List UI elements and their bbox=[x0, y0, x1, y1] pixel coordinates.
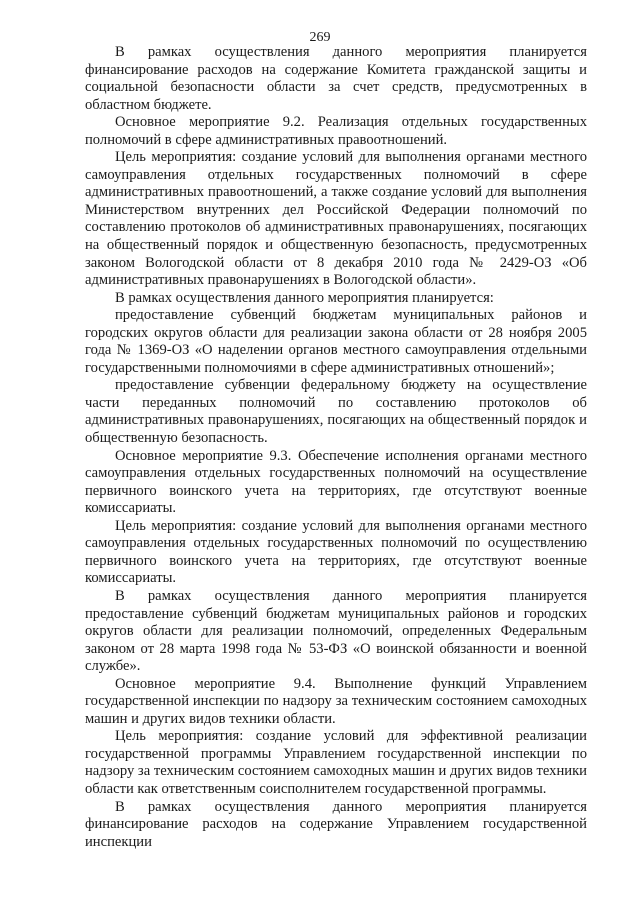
paragraph: Основное мероприятие 9.4. Выполнение функций Управлением государственной инспекции по надзору за техническим состоянием самоходных машин и других видов техники области. bbox=[85, 675, 587, 727]
body-text bbox=[85, 44, 587, 851]
paragraph: В рамках осуществления данного мероприятия планируется финансирование расходов на содержание Комитета гражданской защиты и социальной безопасности области за счет средств, предусмотренных в областном бюджете. bbox=[85, 44, 587, 113]
page-number: 269 bbox=[309, 30, 331, 45]
paragraph: предоставление субвенций бюджетам муниципальных районов и городских округов области для реализации закона области от 28 ноября 2005 года № 1369-ОЗ «О наделении органов местного самоуправления отдельными государственными полномочиями в сфере административных отношений»; bbox=[85, 307, 587, 376]
paragraph: предоставление субвенции федеральному бюджету на осуществление части переданных полномочий по составлению протоколов об административных правонарушениях, посягающих на общественный порядок и общественную безопасность. bbox=[85, 377, 587, 447]
paragraph: Цель мероприятия: создание условий для выполнения органами местного самоуправления отдельных государственных полномочий в сфере административных правоотношений, а также создание условий для выполнения Министерством внутренних дел Российской Федерации полномочий по составлению протоколов об административных правонарушениях, посягающих на общественный порядок и общественную безопасность, предусмотренных законом Вологодской области от 8 декабря 2010 года № 2429-ОЗ «Об административных правонарушениях в Вологодской области». bbox=[85, 149, 587, 289]
paragraph: В рамках осуществления данного мероприятия планируется предоставление субвенций бюджетам муниципальных районов и городских округов области для реализации полномочий, определенных Федеральным законом от 28 марта 1998 года № 53-ФЗ «О воинской обязанности и военной службе». bbox=[85, 587, 587, 675]
paragraph: Основное мероприятие 9.3. Обеспечение исполнения органами местного самоуправления отдельных государственных полномочий на осуществление первичного воинского учета на территориях, где отсутствуют военные комиссариаты. bbox=[85, 447, 587, 517]
paragraph: В рамках осуществления данного мероприятия планируется финансирование расходов на содержание Управлением государственной инспекции bbox=[85, 798, 587, 850]
paragraph: Цель мероприятия: создание условий для выполнения органами местного самоуправления отдельных государственных полномочий по осуществлению первичного воинского учета на территориях, где отсутствуют военные комиссариаты. bbox=[85, 517, 587, 587]
paragraph: Цель мероприятия: создание условий для эффективной реализации государственной программы Управлением государственной инспекции по надзору за техническим состоянием самоходных машин и других видов техники области как ответственным соисполнителем государственной программы. bbox=[85, 728, 587, 797]
paragraph: В рамках осуществления данного мероприятия планируется: bbox=[115, 289, 494, 306]
paragraph: Основное мероприятие 9.2. Реализация отдельных государственных полномочий в сфере административных правоотношений. bbox=[85, 114, 587, 148]
